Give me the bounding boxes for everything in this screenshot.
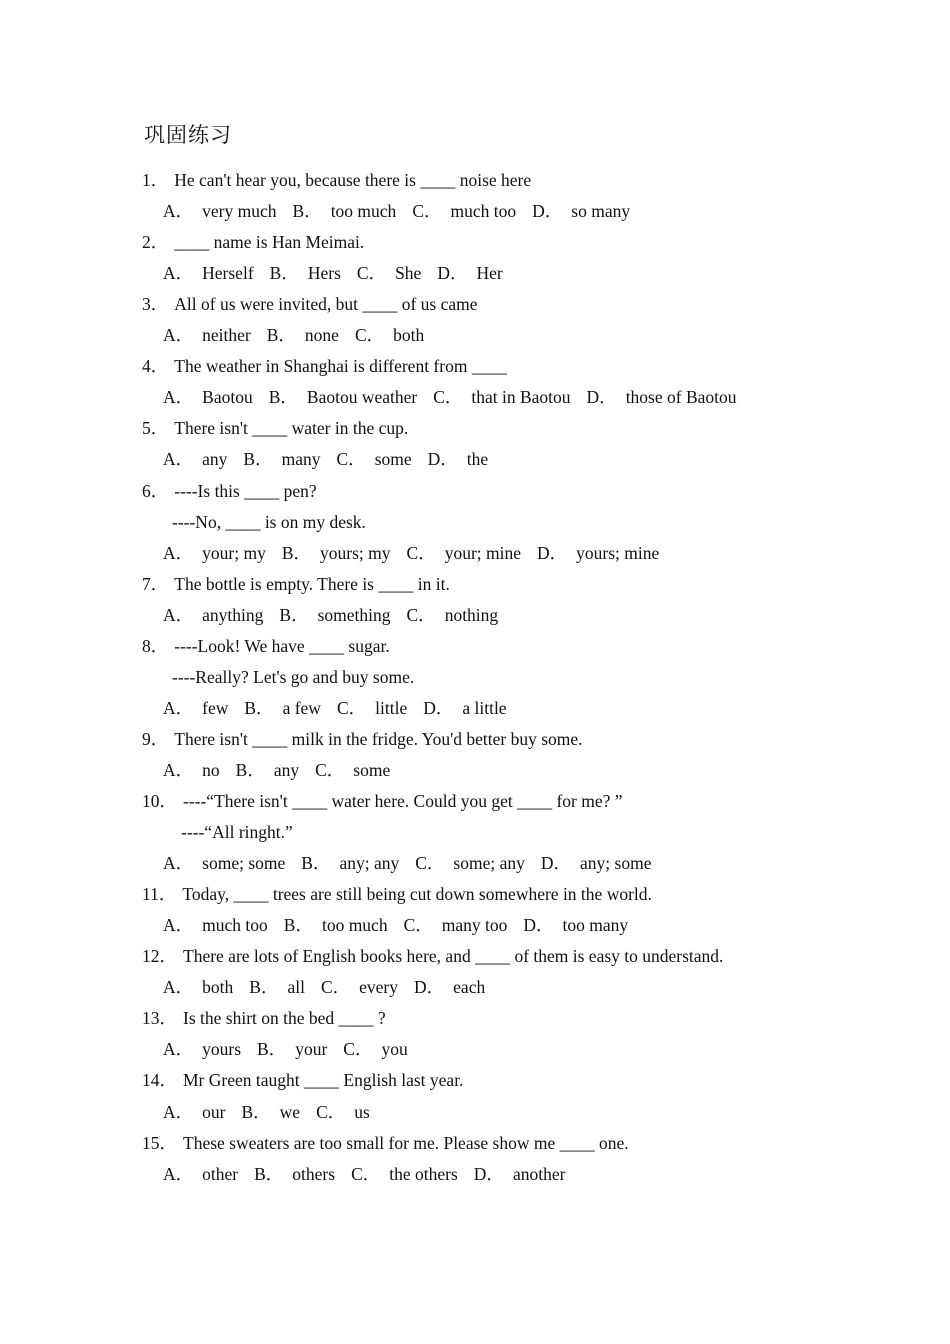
answer-option [282,543,391,563]
option-text: any; some [580,853,652,874]
option-text: Herself [202,263,254,284]
option-letter: A． [163,449,194,470]
option-text: every [359,977,399,998]
answer-option [163,263,254,283]
option-text: She [395,263,422,284]
answer-option [301,853,399,873]
option-text: many too [441,915,508,936]
question-stem [142,634,390,658]
answer-option [163,201,277,221]
option-text: neither [202,325,251,346]
option-text: you [381,1039,408,1060]
answer-option [357,263,421,283]
option-letter: B． [244,697,274,718]
option-letter: A． [163,387,194,408]
answer-options [163,696,523,720]
question-text: He can't hear you, because there is ____ noise here [174,170,532,190]
question-stem [142,789,623,813]
answer-options [163,975,501,999]
option-letter: B． [268,387,298,408]
question-text: There isn't ____ milk in the fridge. You'd better buy some. [174,728,583,749]
answer-options [163,603,514,627]
answer-option [270,263,341,283]
option-text: Baotou weather [306,387,418,408]
option-letter: A． [163,263,194,284]
option-text: any [202,449,228,470]
option-letter: D． [540,853,572,874]
option-text: your; my [202,542,266,563]
answer-option [257,1039,327,1059]
answer-option [355,325,424,345]
answer-option [433,387,570,407]
question-text: ----Look! We have ____ sugar. [174,635,390,656]
answer-option [293,201,397,221]
option-text: us [354,1101,370,1122]
answer-options [163,1100,386,1124]
answer-option [523,915,628,935]
answer-options [163,323,440,347]
question-stem [142,727,583,751]
option-text: Baotou [202,387,253,408]
option-letter: A． [163,853,194,874]
option-letter: A． [163,1101,194,1122]
question-dialog-line [172,510,366,534]
option-text: many [281,449,321,470]
option-text: a little [462,697,507,718]
question-number: 8． [142,635,169,656]
answer-option [321,977,398,997]
question-number: 13． [142,1008,177,1029]
option-text: both [393,325,425,346]
option-letter: C． [406,604,436,625]
option-text: your; mine [444,542,522,563]
question-stem [142,1006,386,1030]
option-letter: A． [163,542,194,563]
option-text: we [279,1101,301,1122]
option-letter: C． [412,201,442,222]
option-text: no [202,759,220,780]
answer-options [163,1037,424,1061]
answer-option [163,387,253,407]
question-stem [142,1068,463,1092]
option-text: too much [330,201,397,222]
option-text: those of Baotou [625,387,737,408]
option-letter: A． [163,1163,194,1184]
option-text: Her [476,263,503,284]
answer-option [351,1164,458,1184]
option-text: other [202,1163,239,1184]
option-letter: A． [163,759,194,780]
answer-option [249,977,305,997]
answer-option [532,201,630,221]
question-number: 1． [142,170,169,190]
answer-option [163,543,266,563]
answer-option [412,201,516,221]
question-text: These sweaters are too small for me. Please show me ____ one. [183,1132,629,1153]
option-text: any; any [339,853,400,874]
option-letter: B． [243,449,273,470]
option-letter: B． [266,325,296,346]
answer-option [163,853,285,873]
option-letter: C． [356,263,387,284]
option-letter: B． [241,1101,271,1122]
answer-option [337,449,412,469]
answer-option [163,449,227,469]
answer-option [163,760,220,780]
answer-option [316,1102,370,1122]
question-stem [142,354,507,378]
option-letter: C． [415,853,445,874]
answer-option [244,698,321,718]
answer-option [407,543,522,563]
option-letter: B． [254,1163,284,1184]
answer-option [537,543,659,563]
answer-option [163,698,228,718]
option-letter: C． [315,759,345,780]
question-number: 4． [142,356,169,377]
option-letter: D． [537,542,568,563]
option-text: none [304,325,339,346]
option-text: yours; mine [576,542,660,563]
option-letter: C． [351,1163,381,1184]
option-letter: B． [292,201,322,222]
option-letter: A． [163,201,194,222]
question-stem [142,882,652,906]
question-number: 6． [142,480,169,501]
answer-option [337,698,407,718]
question-text: The bottle is empty. There is ____ in it. [174,573,450,594]
option-text: nothing [444,604,499,625]
option-letter: B． [281,542,312,563]
answer-option [163,605,263,625]
page-title: 巩固练习 [144,123,232,147]
option-letter: B． [257,1039,287,1060]
question-text: Mr Green taught ____ English last year. [183,1070,464,1091]
answer-option [587,387,737,407]
question-text: ____ name is Han Meimai. [174,232,365,253]
question-number: 5． [142,418,169,439]
question-number: 2． [142,232,169,253]
question-number: 7． [142,573,169,594]
option-letter: D． [532,201,563,222]
option-letter: D． [437,263,468,284]
answer-options [163,851,667,875]
answer-option [254,1164,335,1184]
option-letter: A． [163,915,194,936]
answer-option [163,1039,241,1059]
question-text: All of us were invited, but ____ of us came [174,294,478,315]
option-letter: A． [163,1039,194,1060]
question-number: 15． [142,1132,177,1153]
answer-option [407,605,499,625]
answer-option [404,915,508,935]
option-text: too many [562,915,629,936]
question-number: 14． [142,1070,177,1091]
question-stem [142,944,723,968]
option-letter: A． [163,697,194,718]
option-text: the [466,449,489,470]
option-letter: C． [433,387,463,408]
option-text: so many [571,201,631,222]
option-letter: C． [406,542,436,563]
answer-options [163,385,753,409]
dialog-text: ----“All ringht.” [181,822,293,843]
answer-option [267,325,339,345]
answer-options [163,913,644,937]
option-text: another [512,1163,566,1184]
answer-option [269,387,418,407]
option-text: both [202,977,234,998]
option-text: some; some [202,853,286,874]
option-letter: C． [343,1039,373,1060]
option-text: little [375,697,408,718]
answer-option [163,977,233,997]
option-text: much too [450,201,517,222]
question-stem [142,479,317,503]
option-letter: C． [336,697,367,718]
question-text: There are lots of English books here, and ____ of them is easy to understand. [183,946,724,967]
answer-options [163,758,406,782]
option-text: too much [321,915,388,936]
answer-option [163,325,251,345]
option-text: that in Baotou [471,387,571,408]
option-text: anything [202,604,264,625]
option-letter: B． [269,263,299,284]
option-text: yours [202,1039,242,1060]
question-number: 10． [142,791,177,811]
option-text: very much [202,201,277,222]
question-stem [142,168,531,192]
dialog-text: ----No, ____ is on my desk. [172,511,366,532]
option-text: something [317,604,391,625]
question-number: 12． [142,946,177,967]
option-letter: C． [316,1101,346,1122]
question-text: There isn't ____ water in the cup. [174,418,409,439]
option-text: the others [389,1163,458,1184]
option-letter: C． [403,915,433,936]
option-letter: B． [301,853,331,874]
option-text: Hers [307,263,341,284]
answer-option [414,977,485,997]
option-letter: D． [586,387,617,408]
question-text: Is the shirt on the bed ____ ? [183,1008,386,1029]
option-text: few [202,697,229,718]
option-text: much too [202,915,268,936]
answer-option [284,915,388,935]
answer-option [474,1164,566,1184]
answer-option [163,1102,225,1122]
answer-option [423,698,506,718]
option-text: a few [282,697,321,718]
answer-option [236,760,299,780]
option-letter: B． [235,759,265,780]
answer-option [437,263,502,283]
option-text: some [353,759,391,780]
option-text: yours; my [320,542,391,563]
option-letter: B． [283,915,313,936]
option-letter: A． [163,604,194,625]
question-number: 9． [142,728,169,749]
question-stem [142,572,450,596]
answer-option [243,449,320,469]
answer-option [541,853,652,873]
option-text: each [453,977,486,998]
question-dialog-line [172,665,414,689]
answer-option [279,605,390,625]
question-number: 3． [142,294,169,315]
option-letter: D． [427,449,458,470]
answer-option [315,760,390,780]
answer-option [163,915,268,935]
option-letter: C． [354,325,385,346]
question-text: ----Is this ____ pen? [174,480,317,501]
answer-option [163,1164,238,1184]
answer-option [343,1039,407,1059]
option-letter: C． [320,977,351,998]
option-text: others [292,1163,336,1184]
question-text: Today, ____ trees are still being cut down somewhere in the world. [182,884,652,905]
question-stem [142,1131,629,1155]
option-letter: A． [163,325,194,346]
answer-options [163,541,675,565]
question-number: 11． [142,884,177,905]
option-letter: B． [249,977,279,998]
answer-options [163,199,646,223]
option-letter: D． [473,1163,504,1184]
question-text: The weather in Shanghai is different from ____ [174,356,507,377]
answer-option [428,449,489,469]
option-text: any [273,759,300,780]
question-dialog-line [181,820,293,844]
answer-options [163,447,504,471]
option-letter: D． [414,977,445,998]
option-letter: A． [163,977,194,998]
option-letter: C． [336,449,366,470]
answer-options [163,261,519,285]
option-text: some; any [453,853,525,874]
question-stem [142,230,364,254]
question-text: ----“There isn't ____ water here. Could you get ____ for me? ” [183,791,623,811]
option-text: our [202,1101,226,1122]
question-stem [142,416,408,440]
question-stem [142,292,478,316]
option-letter: D． [423,697,454,718]
answer-option [241,1102,300,1122]
dialog-text: ----Really? Let's go and buy some. [172,666,415,687]
option-text: some [374,449,412,470]
option-letter: D． [523,915,554,936]
answer-option [415,853,525,873]
option-text: all [287,977,305,998]
option-text: your [295,1039,328,1060]
option-letter: B． [279,604,309,625]
answer-options [163,1162,581,1186]
